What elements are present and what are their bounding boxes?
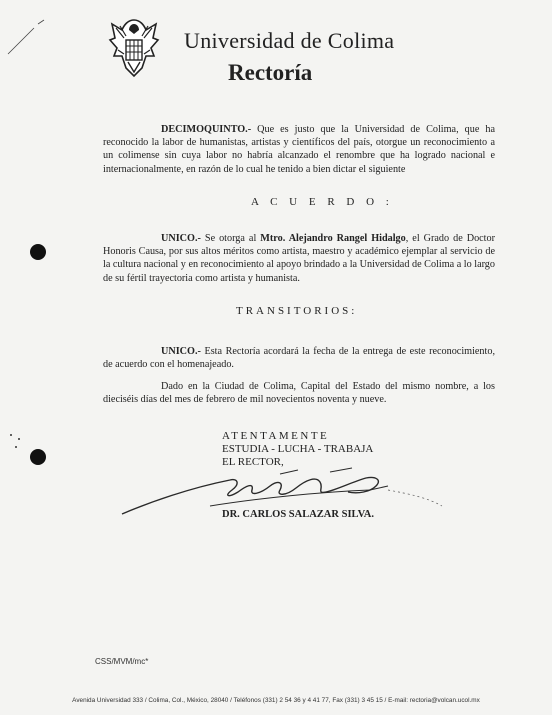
speck [18,438,20,440]
paragraph-unico-acuerdo [103,232,495,285]
paragraph-text: Que es justo que la Universidad de Colima, que ha reconocido la labor de humanistas, artistas y científicos del país, otorgue un reconocimiento a un colimense sin cuya labor no habría alcanzado el renombre que ha logrado nacional e internacionalmente, en razón de lo cual he tenido a bien dictar el siguiente [103,124,495,175]
reference-initials: CSS/MVM/mc* [95,657,149,666]
paragraph-text: , el Grado de Doctor Honoris Causa, por sus altos méritos como artista, maestro y académico ejemplar al servicio de la cultura nacional y en reconocimiento al apoyo brindado a la Universidad de Colima a lo largo de su fértil trayectoria como artista y humanista. [103,233,495,284]
speck [10,434,12,436]
paragraph-text: Dado en la Ciudad de Colima, Capital del Estado del mismo nombre, a los dieciséis días del mes de febrero de mil novecientos noventa y nueve. [103,381,495,406]
honoree-name: Mtro. Alejandro Rangel Hidalgo [260,233,406,244]
paragraph-lead: DECIMOQUINTO.- [161,124,252,135]
signer-name: DR. CARLOS SALAZAR SILVA. [222,509,375,520]
heading-transitorios: TRANSITORIOS: [236,305,358,317]
signature-block [222,430,373,469]
office-title: Rectoría [228,60,313,85]
paragraph-lead: UNICO.- [161,233,201,244]
paragraph-lead: UNICO.- [161,346,201,357]
punch-hole-bottom [30,449,46,465]
speck [15,446,17,448]
paragraph-text: Esta Rectoría acordará la fecha de la entrega de este reconocimiento, de acuerdo con el homenajeado. [103,346,495,371]
university-name: Universidad de Colima [184,28,395,53]
paragraph-dado [103,380,495,406]
closing: ATENTAMENTE [222,430,330,442]
pen-mark [4,14,48,58]
motto: ESTUDIA - LUCHA - TRABAJA [222,443,374,455]
signer-role: EL RECTOR, [222,456,284,468]
footer-address: Avenida Universidad 333 / Colima, Col., México, 28040 / Teléfonos (331) 2 54 36 y 4 41 77, Fax (331) 3 45 15 / E-mail: rectoria@volcan.ucol.mx [72,697,480,704]
paragraph-text: Se otorga al [200,233,261,244]
paragraph-decimoquinto [103,123,495,176]
punch-hole-top [30,244,46,260]
paragraph-unico-transitorio [103,345,495,371]
letterhead [108,16,395,94]
university-eagle-emblem-icon [108,16,160,80]
heading-acuerdo: A C U E R D O : [251,196,394,208]
